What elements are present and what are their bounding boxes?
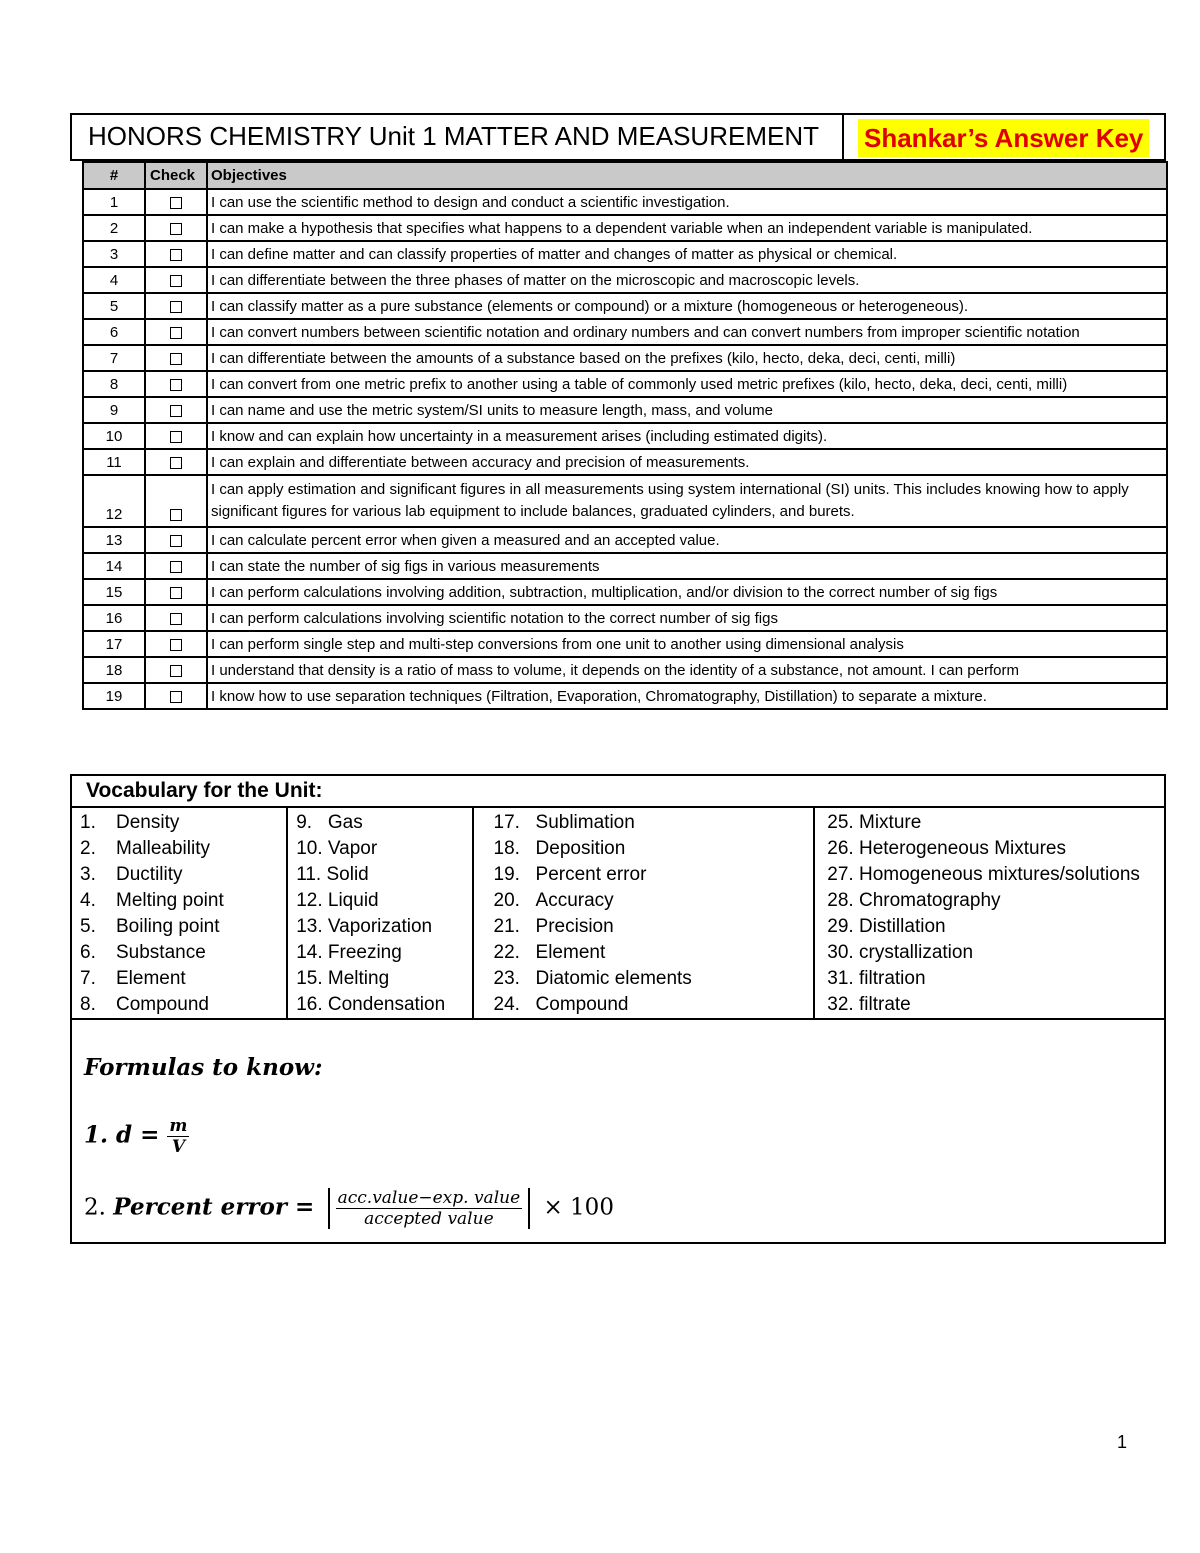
vocab-term: Sublimation — [535, 812, 635, 833]
page-title: HONORS CHEMISTRY Unit 1 MATTER AND MEASUREMENT — [88, 121, 819, 151]
percent-error-fraction — [336, 1188, 523, 1229]
vocab-item: 32. filtrate — [827, 994, 911, 1015]
objective-number: 8 — [83, 371, 145, 397]
objective-text: I can use the scientific method to design and conduct a scientific investigation. — [207, 189, 1167, 215]
checkbox[interactable] — [170, 275, 182, 287]
checkbox[interactable] — [170, 535, 182, 547]
checkbox[interactable] — [170, 509, 182, 521]
vocab-item: 31. filtration — [827, 968, 926, 989]
vocab-item: 10. Vapor — [296, 838, 378, 859]
vocab-number: 2. — [80, 838, 96, 859]
objective-text: I know how to use separation techniques (Filtration, Evaporation, Chromatography, Distillation) to separate a mixture. — [207, 683, 1167, 709]
objective-text: I can explain and differentiate between accuracy and precision of measurements. — [207, 449, 1167, 475]
vocab-number: 24. — [493, 994, 520, 1015]
formula-2-rhs: × 100 — [543, 1194, 614, 1221]
vocab-term: Precision — [535, 916, 614, 937]
table-row — [83, 345, 1167, 371]
table-row — [83, 371, 1167, 397]
table-row — [83, 605, 1167, 631]
vocab-item — [80, 992, 286, 1018]
objective-text: I can apply estimation and significant figures in all measurements using system international (SI) units. This includes knowing how to apply significant figures for various lab equipment to include balances, graduated cylinders, and burets. — [207, 475, 1167, 527]
objective-number: 13 — [83, 527, 145, 553]
check-cell — [145, 449, 207, 475]
vocab-term: Accuracy — [535, 890, 614, 911]
density-numerator: m — [169, 1116, 188, 1136]
objective-text: I understand that density is a ratio of mass to volume, it depends on the identity of a substance, not amount. I can perform — [207, 657, 1167, 683]
table-row — [83, 683, 1167, 709]
header-bar — [70, 113, 1166, 161]
vocab-term: Element — [535, 942, 606, 963]
objective-number: 6 — [83, 319, 145, 345]
table-row — [83, 397, 1167, 423]
vocab-column-2 — [288, 808, 473, 1018]
vocab-term: Compound — [116, 994, 209, 1015]
objective-number: 18 — [83, 657, 145, 683]
vocab-item — [494, 810, 814, 836]
checkbox[interactable] — [170, 639, 182, 651]
checkbox[interactable] — [170, 587, 182, 599]
table-row — [83, 579, 1167, 605]
vocab-item — [494, 940, 814, 966]
header-divider — [842, 115, 844, 159]
page-number: 1 — [1117, 1432, 1128, 1452]
vocab-item: 15. Melting — [296, 968, 390, 989]
vocab-term: Boiling point — [116, 916, 220, 937]
check-cell — [145, 475, 207, 527]
vocab-item: 16. Condensation — [296, 994, 446, 1015]
objective-number: 14 — [83, 553, 145, 579]
check-cell — [145, 267, 207, 293]
objective-text: I can convert numbers between scientific notation and ordinary numbers and can convert numbers from improper scientific notation — [207, 319, 1167, 345]
column-header-objectives: Objectives — [207, 162, 1167, 189]
vocab-item — [494, 888, 814, 914]
vocab-term: Substance — [116, 942, 206, 963]
objective-text: I can perform single step and multi-step conversions from one unit to another using dimensional analysis — [207, 631, 1167, 657]
vocab-item — [494, 836, 814, 862]
vocab-item — [494, 862, 814, 888]
objective-text: I can perform calculations involving addition, subtraction, multiplication, and/or division to the correct number of sig figs — [207, 579, 1167, 605]
formula-2-label: 2. — [84, 1194, 106, 1221]
vocab-item: 13. Vaporization — [296, 916, 433, 937]
vocab-column-4 — [815, 808, 1164, 1018]
vocab-number: 22. — [493, 942, 520, 963]
check-cell — [145, 423, 207, 449]
vocab-number: 8. — [80, 994, 96, 1015]
vocab-item — [80, 940, 286, 966]
objective-text: I can make a hypothesis that specifies what happens to a dependent variable when an independent variable is manipulated. — [207, 215, 1167, 241]
vocab-number: 1. — [80, 812, 96, 833]
check-cell — [145, 605, 207, 631]
percent-error-denominator: accepted value — [364, 1209, 494, 1229]
checkbox[interactable] — [170, 223, 182, 235]
check-cell — [145, 683, 207, 709]
formulas-section — [70, 1018, 1166, 1244]
vocab-item — [494, 914, 814, 940]
answer-key-badge: Shankar’s Answer Key — [858, 119, 1149, 157]
vocab-item — [494, 992, 814, 1018]
vocab-number: 3. — [80, 864, 96, 885]
objectives-body — [83, 189, 1167, 709]
percent-error-numerator: acc.value−exp. value — [337, 1188, 521, 1208]
absolute-value-bars — [328, 1188, 531, 1229]
objective-number: 9 — [83, 397, 145, 423]
table-row — [83, 189, 1167, 215]
check-cell — [145, 579, 207, 605]
objective-number: 7 — [83, 345, 145, 371]
density-fraction — [167, 1116, 189, 1157]
checkbox[interactable] — [170, 457, 182, 469]
objective-text: I can convert from one metric prefix to another using a table of commonly used metric prefixes (kilo, hecto, deka, deci, centi, milli) — [207, 371, 1167, 397]
vocab-item: 26. Heterogeneous Mixtures — [827, 838, 1066, 859]
vocab-item: 30. crystallization — [827, 942, 974, 963]
vocab-term: Percent error — [535, 864, 647, 885]
check-cell — [145, 631, 207, 657]
objective-text: I can classify matter as a pure substance (elements or compound) or a mixture (homogeneous or heterogeneous). — [207, 293, 1167, 319]
table-row — [83, 449, 1167, 475]
vocab-item: 29. Distillation — [827, 916, 946, 937]
formula-1-lhs: d = — [116, 1121, 160, 1149]
objective-number: 19 — [83, 683, 145, 709]
column-header-check: Check — [145, 162, 207, 189]
column-header-number: # — [83, 162, 145, 189]
objective-number: 4 — [83, 267, 145, 293]
objective-text: I can perform calculations involving scientific notation to the correct number of sig figs — [207, 605, 1167, 631]
table-row — [83, 657, 1167, 683]
check-cell — [145, 189, 207, 215]
checkbox[interactable] — [170, 379, 182, 391]
check-cell — [145, 397, 207, 423]
objective-number: 17 — [83, 631, 145, 657]
vocab-term: Ductility — [116, 864, 183, 885]
check-cell — [145, 553, 207, 579]
vocab-number: 19. — [493, 864, 520, 885]
check-cell — [145, 527, 207, 553]
check-cell — [145, 241, 207, 267]
check-cell — [145, 345, 207, 371]
objective-number: 16 — [83, 605, 145, 631]
objective-number: 11 — [83, 449, 145, 475]
objective-text: I can differentiate between the three phases of matter on the microscopic and macroscopic levels. — [207, 267, 1167, 293]
vocab-item: 11. Solid — [296, 864, 369, 885]
vocab-number: 6. — [80, 942, 96, 963]
objective-text: I can state the number of sig figs in various measurements — [207, 553, 1167, 579]
objective-number: 10 — [83, 423, 145, 449]
vocab-item — [80, 966, 286, 992]
vocab-term: Diatomic elements — [535, 968, 692, 989]
formula-1-label: 1. — [84, 1121, 109, 1149]
table-row — [83, 553, 1167, 579]
vocab-item — [80, 862, 286, 888]
table-row — [83, 241, 1167, 267]
vocabulary-heading: Vocabulary for the Unit: — [70, 774, 1166, 808]
vocab-item — [494, 966, 814, 992]
vocab-number: 20. — [493, 890, 520, 911]
vocab-item — [80, 810, 286, 836]
vocab-term: Melting point — [116, 890, 224, 911]
table-row — [83, 527, 1167, 553]
vocab-item — [80, 888, 286, 914]
check-cell — [145, 371, 207, 397]
formula-2-lhs: Percent error = — [113, 1193, 315, 1221]
check-cell — [145, 319, 207, 345]
table-row — [83, 423, 1167, 449]
checkbox[interactable] — [170, 691, 182, 703]
checkbox[interactable] — [170, 613, 182, 625]
worksheet — [70, 113, 1166, 1229]
table-row — [83, 475, 1167, 527]
table-row — [83, 319, 1167, 345]
check-cell — [145, 215, 207, 241]
checkbox[interactable] — [170, 301, 182, 313]
checkbox[interactable] — [170, 197, 182, 209]
vocab-item: 27. Homogeneous mixtures/solutions — [827, 864, 1140, 885]
check-cell — [145, 657, 207, 683]
objective-text: I can differentiate between the amounts of a substance based on the prefixes (kilo, hecto, deka, deci, centi, milli) — [207, 345, 1167, 371]
objective-number: 5 — [83, 293, 145, 319]
checkbox[interactable] — [170, 249, 182, 261]
vocabulary-list — [70, 806, 1166, 1020]
vocab-column-3 — [474, 808, 816, 1018]
table-row — [83, 293, 1167, 319]
checkbox[interactable] — [170, 561, 182, 573]
vocab-item: 12. Liquid — [296, 890, 379, 911]
vocab-number: 4. — [80, 890, 96, 911]
table-row — [83, 631, 1167, 657]
vocab-item — [80, 914, 286, 940]
objectives-header-row — [83, 162, 1167, 189]
objective-number: 3 — [83, 241, 145, 267]
objectives-table — [82, 161, 1168, 710]
table-row — [83, 267, 1167, 293]
vocab-item — [80, 836, 286, 862]
objective-number: 1 — [83, 189, 145, 215]
density-formula — [84, 1116, 189, 1157]
checkbox[interactable] — [170, 665, 182, 677]
vocab-item: 25. Mixture — [827, 812, 922, 833]
objective-text: I know and can explain how uncertainty in a measurement arises (including estimated digits). — [207, 423, 1167, 449]
objective-text: I can define matter and can classify properties of matter and changes of matter as physical or chemical. — [207, 241, 1167, 267]
checkbox[interactable] — [170, 327, 182, 339]
vocab-number: 5. — [80, 916, 96, 937]
vocab-item: 14. Freezing — [296, 942, 402, 963]
objective-number: 12 — [83, 475, 145, 527]
vocab-term: Compound — [535, 994, 629, 1015]
vocab-term: Deposition — [535, 838, 626, 859]
vocab-term: Malleability — [116, 838, 210, 859]
formulas-heading: Formulas to know: — [84, 1054, 323, 1081]
objective-number: 2 — [83, 215, 145, 241]
vocab-number: 7. — [80, 968, 96, 989]
vocab-item: 28. Chromatography — [827, 890, 1001, 911]
vocab-number: 17. — [493, 812, 520, 833]
check-cell — [145, 293, 207, 319]
density-denominator: V — [171, 1137, 186, 1157]
checkbox[interactable] — [170, 405, 182, 417]
vocab-term: Element — [116, 968, 186, 989]
vocab-number: 23. — [493, 968, 520, 989]
vocab-number: 21. — [493, 916, 520, 937]
vocab-number: 18. — [493, 838, 520, 859]
objective-text: I can calculate percent error when given a measured and an accepted value. — [207, 527, 1167, 553]
table-row — [83, 215, 1167, 241]
checkbox[interactable] — [170, 431, 182, 443]
vocab-item: 9. Gas — [296, 812, 363, 833]
checkbox[interactable] — [170, 353, 182, 365]
vocab-term: Density — [116, 812, 180, 833]
objective-number: 15 — [83, 579, 145, 605]
objective-text: I can name and use the metric system/SI units to measure length, mass, and volume — [207, 397, 1167, 423]
percent-error-formula — [84, 1188, 614, 1229]
vocab-column-1 — [72, 808, 288, 1018]
